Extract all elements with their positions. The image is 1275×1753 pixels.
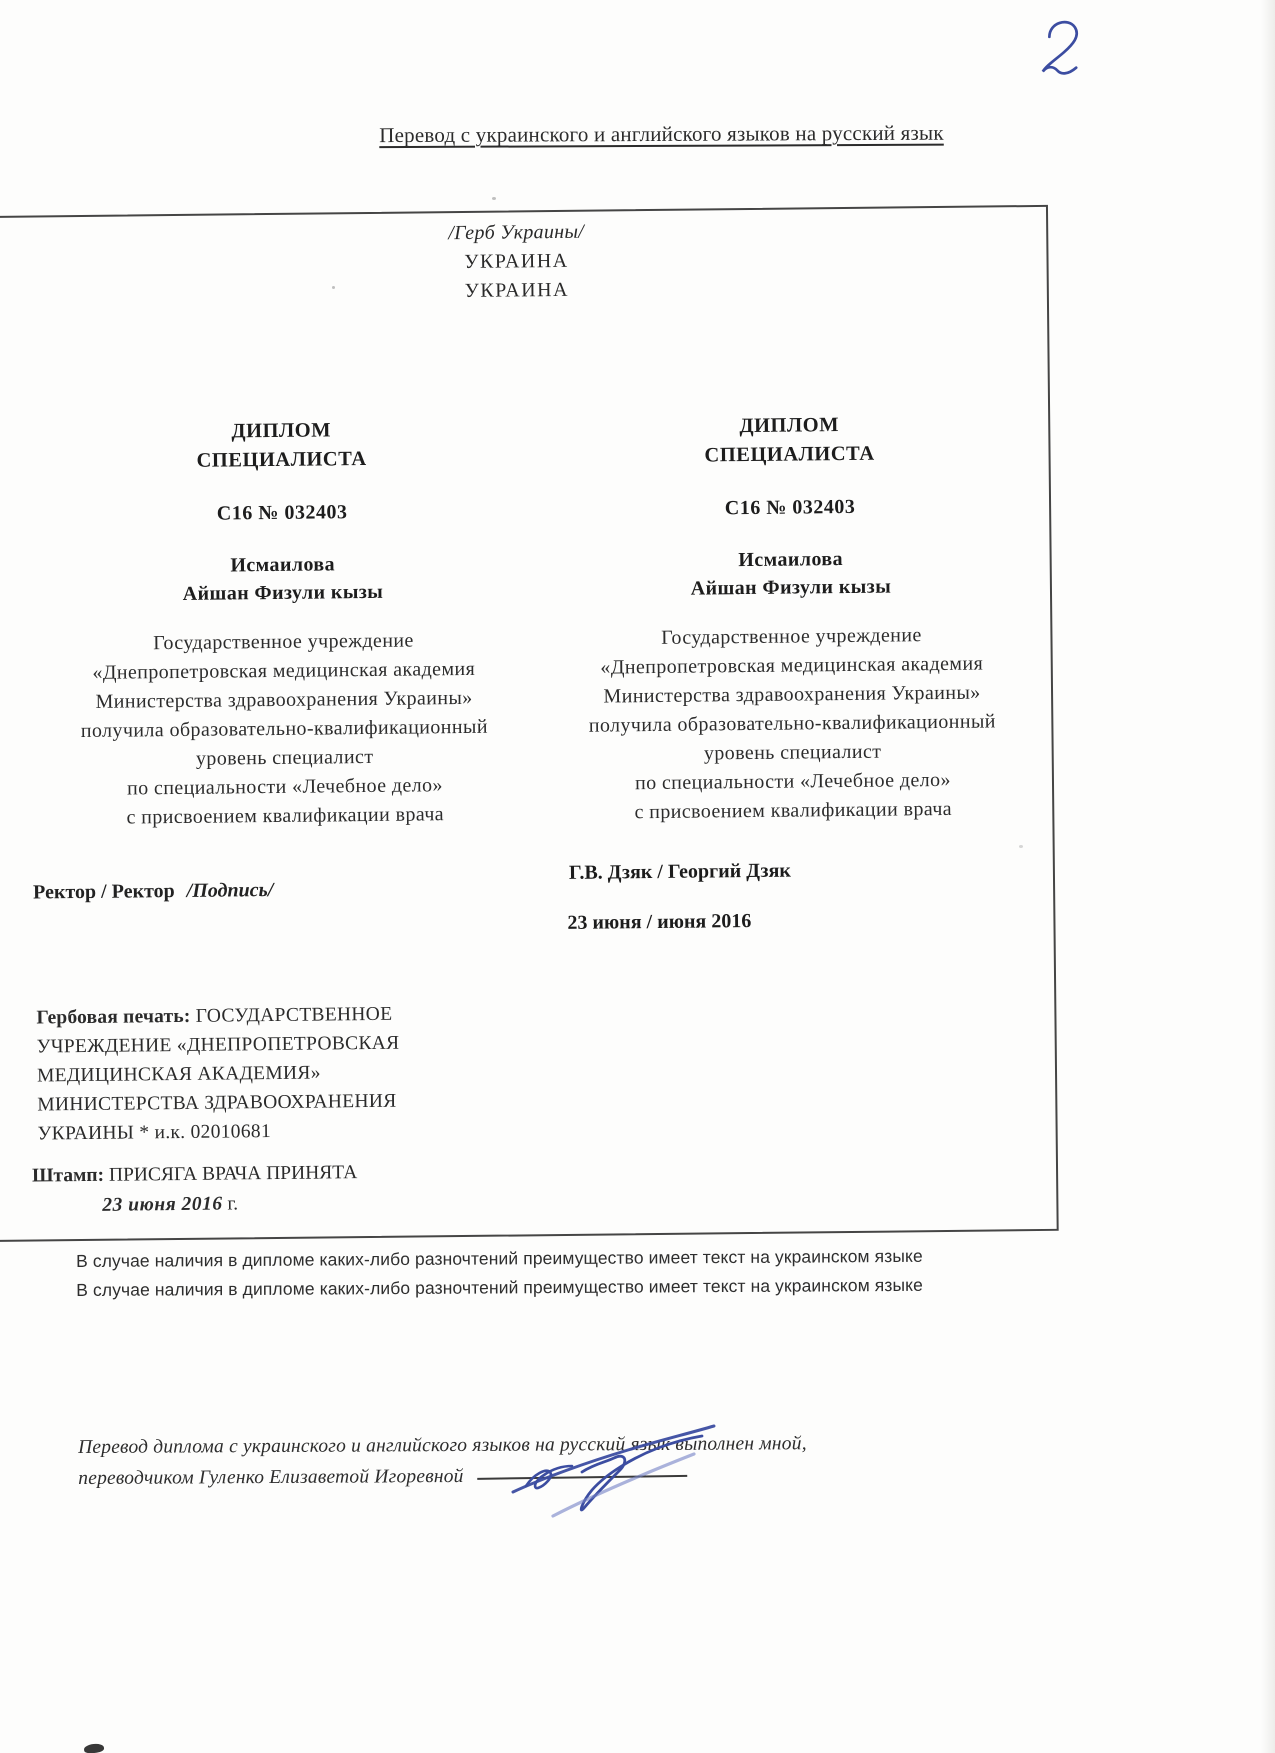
rector-name: Г.В. Дзяк / Георгий Дзяк	[568, 859, 791, 884]
stamp-description	[32, 1158, 358, 1221]
scan-smudge	[84, 1743, 105, 1753]
text-line: получила образовательно-квалификационный	[80, 715, 489, 743]
seal-first-line-text: ГОСУДАРСТВЕННОЕ	[195, 1003, 393, 1027]
seal-text-lines	[37, 1028, 478, 1149]
text-line: Айшан Физули кызы	[182, 580, 384, 605]
stamp-date: 23 июня 2016	[102, 1193, 223, 1216]
text-line: уровень специалист	[195, 745, 374, 770]
diploma-title	[559, 409, 1020, 472]
text-line: Государственное учреждение	[153, 629, 414, 655]
text-line: Министерства здравоохранения Украины»	[603, 681, 981, 708]
translation-header-text: Перевод с украинского и английского языков на русский язык	[379, 120, 944, 148]
seal-first-line	[36, 999, 476, 1033]
graduate-name	[53, 548, 514, 609]
text-line: Государственное учреждение	[661, 624, 922, 649]
text-line: по специальности «Лечебное дело»	[126, 774, 444, 800]
coat-of-arms-note: /Герб Украины/	[448, 220, 585, 245]
handwritten-2-glyph	[1036, 14, 1086, 81]
text-line: с присвоением квалификации врача	[126, 803, 445, 829]
country-name-lines	[0, 242, 1047, 311]
text-line: УЧРЕЖДЕНИЕ «ДНЕПРОПЕТРОВСКАЯ	[36, 1032, 400, 1058]
seal-description	[36, 999, 477, 1149]
text-line: МЕДИЦИНСКАЯ АКАДЕМИЯ»	[36, 1062, 321, 1087]
seal-label: Гербовая печать:	[36, 1005, 191, 1029]
text-line: Исмаилова	[230, 553, 336, 577]
scan-speck	[492, 197, 496, 200]
scan-speck	[332, 286, 335, 289]
rector-signature-row	[33, 879, 273, 905]
stamp-date-suffix: г.	[227, 1193, 239, 1215]
translator-name-text: переводчиком Гуленко Елизаветой Игоревной	[78, 1465, 464, 1489]
disclaimer-block	[76, 1240, 1196, 1304]
stamp-first-line	[32, 1158, 358, 1191]
text-line: по специальности «Лечебное дело»	[634, 768, 951, 795]
text-line: МИНИСТЕРСТВА ЗДРАВООХРАНЕНИЯ	[37, 1090, 397, 1116]
text-line: с присвоением квалификации врача	[634, 797, 953, 824]
text-line: СПЕЦИАЛИСТА	[196, 448, 367, 472]
diploma-title	[51, 414, 512, 477]
text-line: ДИПЛОМ	[739, 414, 840, 438]
graduate-name	[561, 543, 1022, 604]
text-line: уровень специалист	[703, 740, 882, 765]
text-line: Министерства здравоохранения Украины»	[95, 686, 473, 713]
text-line: получила образовательно-квалификационный	[588, 710, 996, 737]
scan-edge-artifact	[1261, 0, 1275, 1753]
disclaimer-line-2: В случае наличия в дипломе каких-либо разночтений преимущество имеет текст на украинском языке	[76, 1274, 923, 1300]
diploma-number: С16 № 032403	[216, 501, 348, 525]
stamp-text: ПРИСЯГА ВРАЧА ПРИНЯТА	[108, 1162, 358, 1186]
diploma-body-text	[561, 620, 1023, 828]
stamp-date-line	[32, 1188, 358, 1221]
translator-signature	[498, 1418, 723, 1526]
text-line: «Днепропетровская медицинская академия	[600, 652, 984, 679]
text-line: УКРАИНА	[464, 278, 570, 302]
diploma-column-right	[559, 409, 1023, 828]
text-line: УКРАИНЫ * и.к. 02010681	[37, 1121, 272, 1145]
diploma-body-text	[53, 625, 515, 833]
disclaimer-line-1: В случае наличия в дипломе каких-либо разночтений преимущество имеет текст на украинском языке	[76, 1245, 923, 1271]
diploma-number: С16 № 032403	[724, 495, 856, 520]
text-line: ДИПЛОМ	[231, 419, 332, 443]
text-line: Айшан Физули кызы	[690, 575, 892, 600]
frame-header	[0, 213, 1047, 311]
translator-note-line-1: Перевод диплома с украинского и английского языков на русский язык выполнен мной,	[78, 1433, 807, 1458]
text-line: УКРАИНА	[464, 249, 569, 273]
translation-header	[0, 119, 1275, 150]
text-line: Исмаилова	[738, 548, 844, 572]
stamp-label: Штамп:	[31, 1164, 105, 1187]
handwritten-page-number	[1036, 14, 1086, 81]
diploma-date: 23 июня / июня 2016	[567, 910, 752, 934]
diploma-frame	[0, 205, 1059, 1242]
diploma-column-left	[51, 414, 515, 833]
scan-speck	[1019, 845, 1023, 848]
rector-label: Ректор / Ректор	[32, 880, 175, 904]
signature-placeholder-note: /Подпись/	[186, 879, 274, 902]
text-line: СПЕЦИАЛИСТА	[704, 442, 875, 467]
text-line: «Днепропетровская медицинская академия	[92, 657, 476, 684]
